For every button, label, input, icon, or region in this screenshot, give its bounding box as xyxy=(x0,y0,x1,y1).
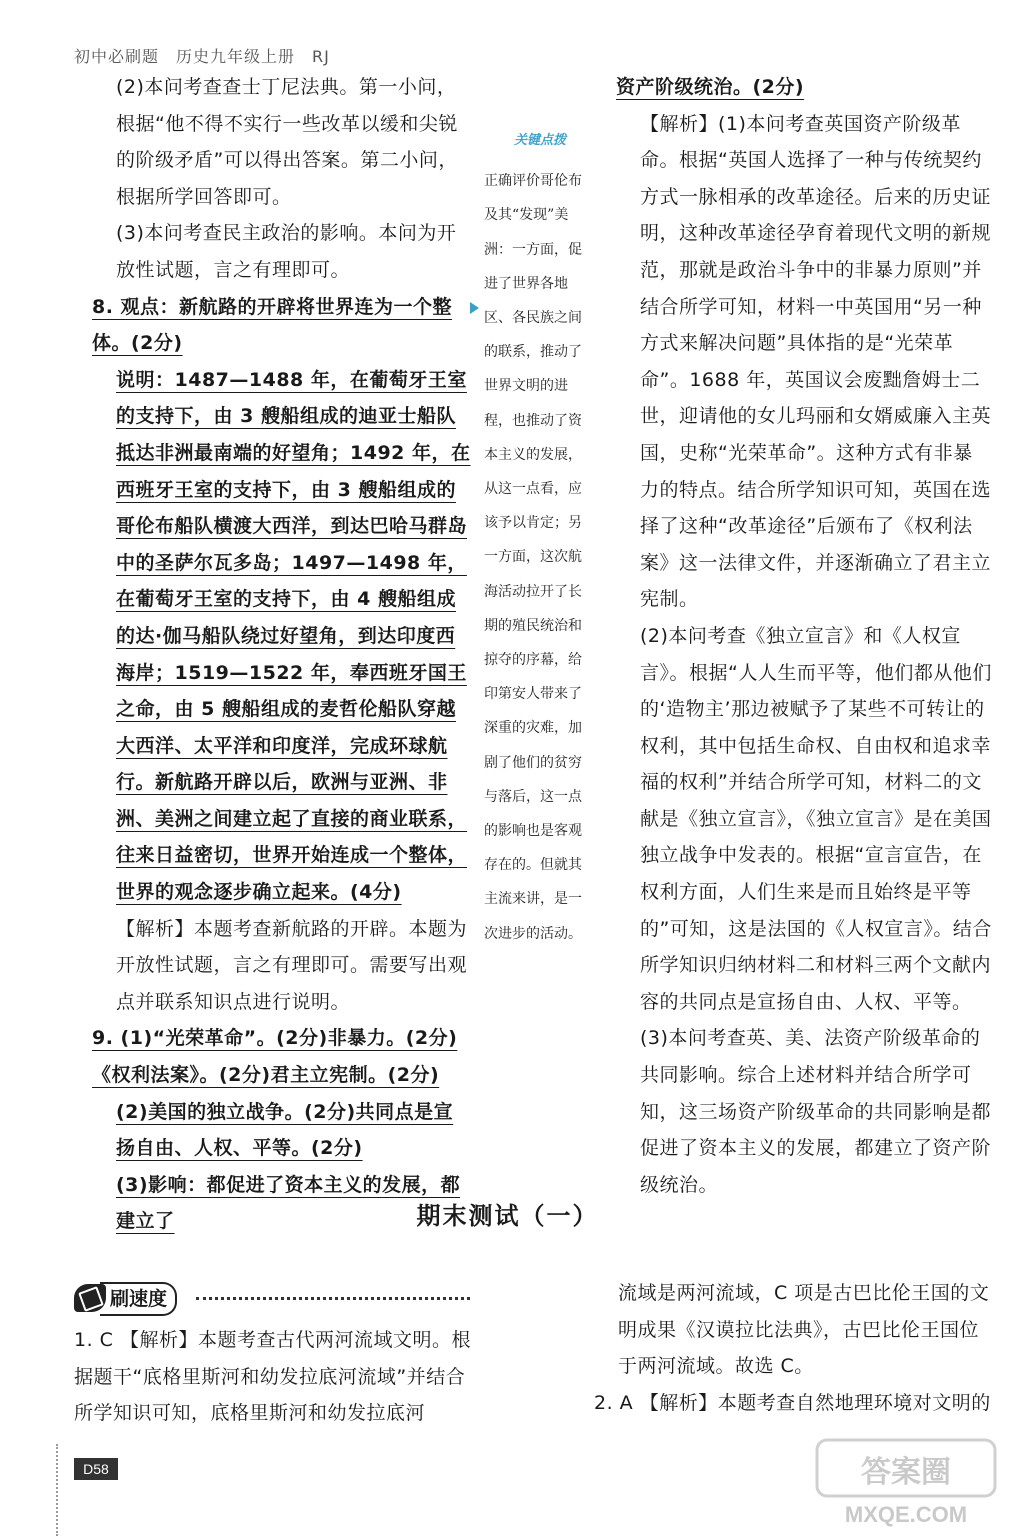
right-col-paragraph: (3)本问考查英、美、法资产阶级革命的共同影响。综合上述材料并结合所学可知，这三场资产阶级革命的共同影响是都促进了资本主义的发展，都建立了资产阶级统治。 xyxy=(640,1027,992,1196)
key-tip-sidebar xyxy=(484,124,588,951)
watermark-logo xyxy=(811,1434,1001,1530)
key-tip-text: 正确评价哥伦布及其“发现”美洲：一方面，促进了世界各地区、各民族之间的联系，推动了世界文明的进程，也推动了资本主义的发展，从这一点看，应该予以肯定；另一方面，这次航海活动拉开了长期的殖民统治和掠夺的序幕，给印第安人带来了深重的灾难，加剧了他们的贫穷与落后，这一点的影响也是客观存在的。但就其主流来讲，是一次进步的活动。 xyxy=(484,173,582,942)
right-col-paragraph: 资产阶级统治。(2分) xyxy=(616,76,805,98)
right-col-paragraph: (2)本问考查《独立宣言》和《人权宣言》。根据“人人生而平等，他们都从他们的‘造物主’那边被赋予了某些不可转让的权利，其中包括生命权、自由权和追求幸福的权利”并结合所学可知，材料二的文献是《独立宣言》，《独立宣言》是在美国独立战争中发表的。根据“宣言宣告，在权利方面，人们生来是而且始终是平等的”可知，这是法国的《人权宣言》。结合所学知识归纳材料二和材料三两个文献内容的共同点是宣扬自由、人权、平等。 xyxy=(640,624,992,1013)
left-col-paragraph: 8. 观点：新航路的开辟将世界连为一个整体。(2分) xyxy=(92,295,453,355)
left-col-paragraph: (3)影响：都促进了资本主义的发展，都建立了 xyxy=(116,1173,461,1233)
speed-badge-label: 刷速度 xyxy=(100,1282,177,1316)
left-col-paragraph: (2)本问考查查士丁尼法典。第一小问，根据“他不得不实行一些改革以缓和尖锐的阶级矛盾”可以得出答案。第二小问，根据所学回答即可。 xyxy=(116,76,458,208)
left-col-paragraph: 说明：1487—1488 年，在葡萄牙王室的支持下，由 3 艘船组成的迪亚士船队抵达非洲最南端的好望角；1492 年，在西班牙王室的支持下，由 3 艘船组成的哥伦布船队横渡大西洋，到达巴哈马群岛中的圣萨尔瓦多岛；1497—1498 年，在葡萄牙王室的支持下，由 4 艘船组成的达·伽马船队绕过好望角，到达印度西海岸；1519—1522 年，奉西班牙国王之命，由 5 艘船组成的麦哲伦船队穿越大西洋、太平洋和印度洋，完成环球航行。新航路开辟以后，欧洲与亚洲、非洲、美洲之间建立起了直接的商业联系，往来日益密切，世界开始连成一个整体，世界的观念逐步确立起来。(4分) xyxy=(116,368,471,904)
page-number: D58 xyxy=(74,1458,118,1480)
left-col-paragraph: (3)本问考查民主政治的影响。本问为开放性试题，言之有理即可。 xyxy=(116,222,457,281)
dotted-divider xyxy=(196,1297,470,1300)
left-col-paragraph: (2)美国的独立战争。(2分)共同点是宣扬自由、人权、平等。(2分) xyxy=(116,1100,454,1160)
callout-arrow-icon xyxy=(470,302,479,314)
page-margin-line xyxy=(56,1444,58,1536)
svg-text:MXQE.COM: MXQE.COM xyxy=(844,1502,968,1527)
bottom-left-column xyxy=(74,1322,472,1432)
left-col-paragraph: 9. (1)“光荣革命”。(2分)非暴力。(2分)《权利法案》。(2分)君主立宪制。(2分) xyxy=(92,1027,458,1087)
right-col-paragraph: 【解析】(1)本问考查英国资产阶级革命。根据“英国人选择了一种与传统契约方式一脉相承的改革途径。后来的历史证明，这种改革途径孕育着现代文明的新规范，那就是政治斗争中的非暴力原则”并结合所学可知，材料一中英国用“另一种方式来解决问题”具体指的是“光荣革命”。1688 年，英国议会废黜詹姆士二世，迎请他的女儿玛丽和女婿威廉入主英国，史称“光荣革命”。这种方式有非暴力的特点。结合所学知识可知，英国在选择了这种“改革途径”后颁布了《权利法案》这一法律文件，并逐渐确立了君主立宪制。 xyxy=(640,112,992,611)
right-column xyxy=(616,69,992,1203)
bottom-right-paragraph: 2. A 【解析】本题考查自然地理环境对文明的 xyxy=(594,1391,991,1414)
book-icon xyxy=(74,1284,106,1312)
speed-badge xyxy=(74,1282,470,1314)
left-column xyxy=(92,69,472,1240)
watermark-text: 答案圈 xyxy=(861,1455,951,1490)
bottom-right-column xyxy=(594,1275,992,1421)
bottom-right-paragraph: 流域是两河流域，C 项是古巴比伦王国的文明成果《汉谟拉比法典》，古巴比伦王国位于两河流域。故选 C。 xyxy=(618,1282,990,1378)
key-tip-title: 关键点拨 xyxy=(514,133,567,148)
left-col-paragraph: 【解析】本题考查新航路的开辟。本题为开放性试题，言之有理即可。需要写出观点并联系知识点进行说明。 xyxy=(116,917,468,1013)
section-title: 期末测试（一） xyxy=(416,1202,599,1230)
running-header: 初中必刷题 历史九年级上册 RJ xyxy=(74,47,330,66)
bottom-left-paragraph: 1. C 【解析】本题考查古代两河流域文明。根据题干“底格里斯河和幼发拉底河流域”并结合所学知识可知，底格里斯河和幼发拉底河 xyxy=(74,1329,471,1425)
